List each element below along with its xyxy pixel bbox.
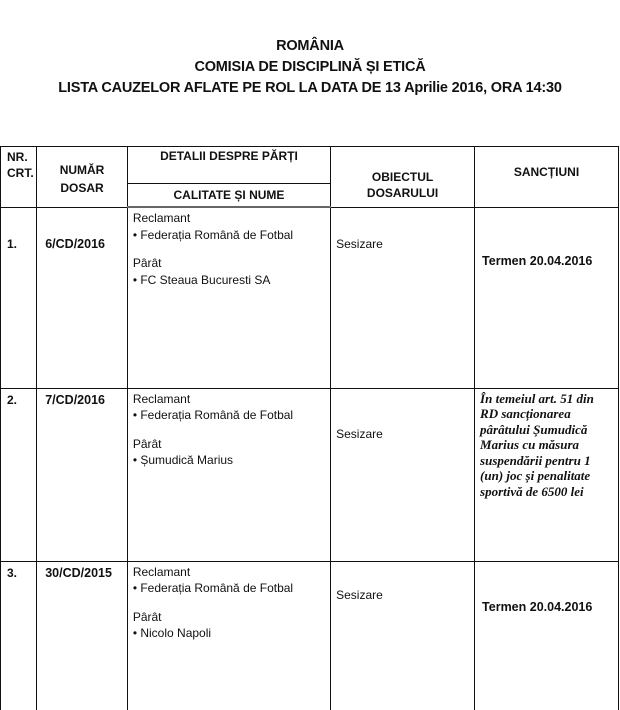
cell-parti — [127, 207, 330, 388]
cell-nr: 1. — [1, 207, 37, 388]
cell-sanctiune: Termen 20.04.2016 — [475, 207, 619, 388]
list-title: LISTA CAUZELOR AFLATE PE ROL LA DATA DE 13 Aprilie 2016, ORA 14:30 — [58, 80, 562, 96]
document-header — [0, 36, 620, 99]
cell-dosar: 6/CD/2016 — [37, 207, 128, 388]
reclamant-label: Reclamant — [132, 564, 191, 579]
cell-sanctiune: Termen 20.04.2016 — [475, 561, 619, 710]
reclamant-name: • Federația Română de Fotbal — [132, 581, 294, 595]
parat-name: • Șumudică Marius — [132, 453, 234, 467]
obiect-label-line2: DOSARULUI — [366, 186, 439, 200]
column-header-numar-dosar — [37, 147, 128, 208]
parat-name: • FC Steaua Bucuresti SA — [132, 272, 271, 287]
cell-obiect: Sesizare — [331, 207, 475, 388]
reclamant-label: Reclamant — [132, 391, 191, 406]
cell-dosar: 30/CD/2015 — [37, 561, 128, 710]
nr-crt-label-line1: NR. — [7, 150, 28, 164]
cell-obiect: Sesizare — [331, 388, 475, 561]
reclamant-name: • Federația Română de Fotbal — [132, 227, 294, 242]
cell-parti — [127, 561, 330, 710]
parat-label: Pârât — [132, 609, 162, 624]
country-title: ROMÂNIA — [276, 38, 344, 54]
numar-dosar-label-line2: DOSAR — [60, 181, 104, 195]
cases-table — [0, 146, 619, 710]
column-header-detalii: DETALII DESPRE PĂRȚI — [127, 147, 330, 184]
nr-crt-label-line2: CRT. — [7, 166, 34, 180]
commission-title: COMISIA DE DISCIPLINĂ ȘI ETICĂ — [194, 59, 426, 75]
column-header-nr-crt — [1, 147, 37, 208]
table-row — [1, 561, 619, 710]
cell-nr: 3. — [1, 561, 37, 710]
parat-label: Pârât — [132, 436, 162, 451]
column-header-sanctiuni: SANCȚIUNI — [475, 147, 619, 208]
table-row — [1, 388, 619, 561]
reclamant-label: Reclamant — [132, 211, 191, 225]
table-row — [1, 207, 619, 388]
parat-name: • Nicolo Napoli — [132, 626, 212, 640]
column-header-calitate-nume: CALITATE ȘI NUME — [127, 184, 330, 208]
reclamant-name: • Federația Română de Fotbal — [132, 408, 294, 422]
cell-nr: 2. — [1, 388, 37, 561]
column-header-obiect — [331, 147, 475, 208]
obiect-label-line1: OBIECTUL — [371, 170, 434, 184]
cell-dosar: 7/CD/2016 — [37, 388, 128, 561]
cell-parti — [127, 388, 330, 561]
numar-dosar-label-line1: NUMĂR — [59, 163, 105, 177]
parat-label: Pârât — [132, 256, 162, 270]
cell-sanctiune: În temeiul art. 51 din RD sancționarea pârâtului Șumudică Marius cu măsura suspendării pentru 1 (un) joc și penalitate sportivă de 6500 lei — [475, 388, 619, 561]
cell-obiect: Sesizare — [331, 561, 475, 710]
